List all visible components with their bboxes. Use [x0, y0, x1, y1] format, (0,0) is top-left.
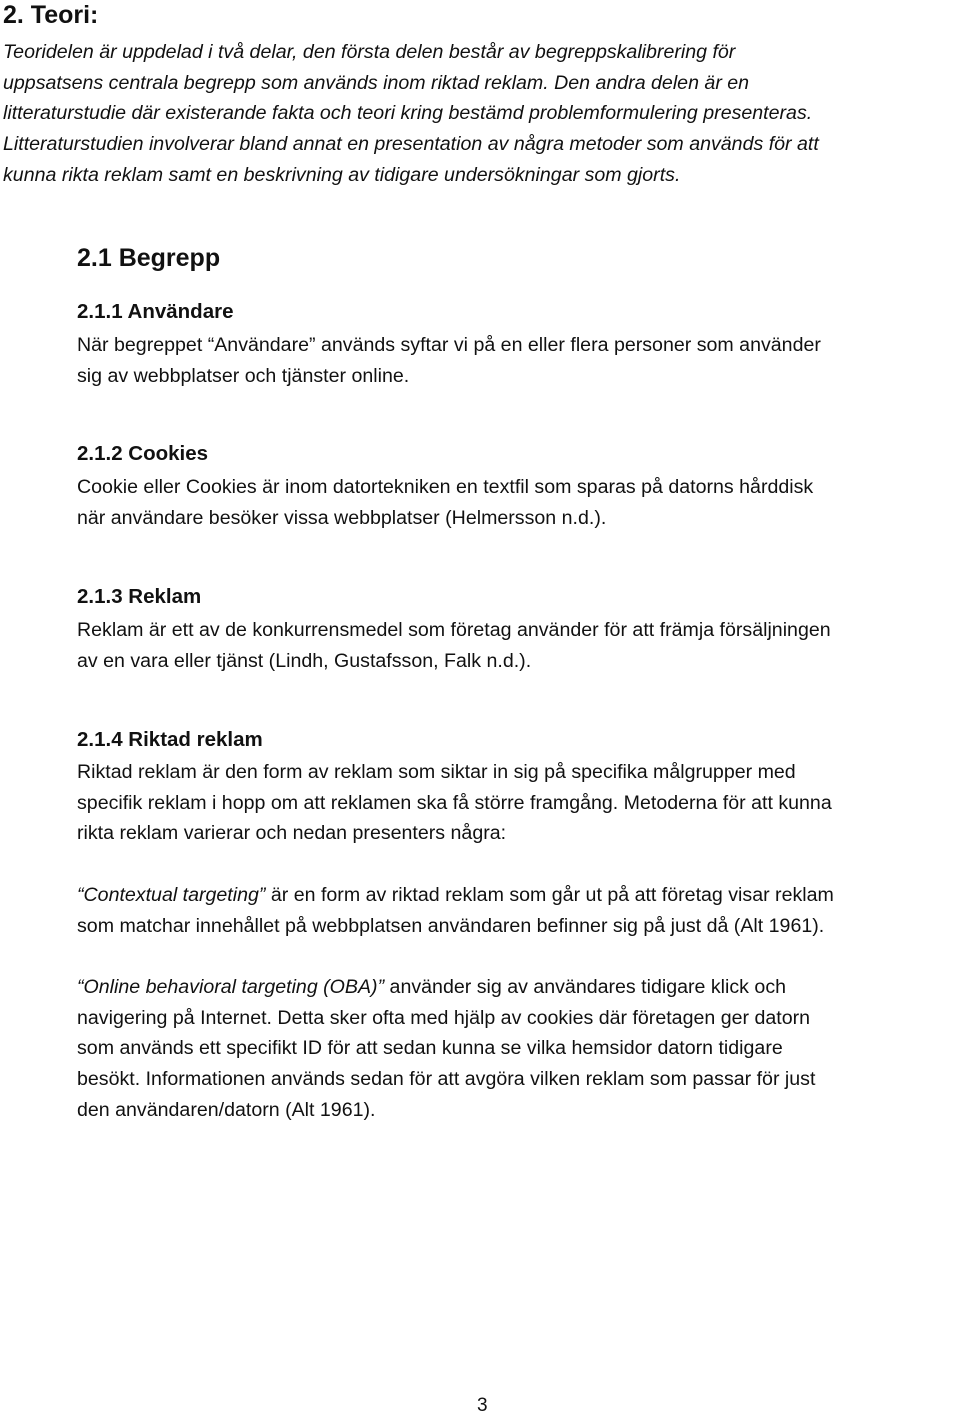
- body-line: [77, 880, 957, 911]
- contextual-targeting-term: “Contextual targeting”: [77, 884, 266, 906]
- body-line: Cookie eller Cookies är inom datortekniken en textfil som sparas på datorns hårddisk: [77, 476, 814, 498]
- body-line: när användare besöker vissa webbplatser (Helmersson n.d.).: [77, 506, 607, 529]
- page-number: 3: [477, 1395, 488, 1416]
- intro-line: uppsatsens centrala begrepp som används inom riktad reklam. Den andra delen är en: [3, 71, 750, 94]
- term-body-cookies: [77, 472, 957, 533]
- intro-line: Teoridelen är uppdelad i två delar, den första delen består av begreppskalibrering för: [3, 41, 736, 63]
- oba-text: använder sig av användares tidigare klick och: [384, 976, 787, 998]
- body-line: Riktad reklam är den form av reklam som siktar in sig på specifika målgrupper med: [77, 761, 796, 783]
- body-line: När begreppet “Användare” används syftar vi på en eller flera personer som använder: [77, 334, 821, 356]
- body-line: rikta reklam varierar och nedan presenters några:: [77, 822, 507, 845]
- body-line: den användaren/datorn (Alt 1961).: [77, 1098, 376, 1121]
- body-line: som används ett specifikt ID för att sedan kunna se vilka hemsidor datorn tidigare: [77, 1037, 783, 1060]
- term-heading-cookies: 2.1.2 Cookies: [77, 442, 209, 465]
- oba-paragraph: [77, 972, 957, 1126]
- subsection-heading: 2.1 Begrepp: [77, 244, 221, 272]
- term-heading-reklam: 2.1.3 Reklam: [77, 585, 202, 608]
- term-heading-anvandare: 2.1.1 Användare: [77, 300, 234, 323]
- term-heading-riktad: 2.1.4 Riktad reklam: [77, 728, 263, 751]
- body-line: Reklam är ett av de konkurrensmedel som företag använder för att främja försäljningen: [77, 619, 831, 641]
- contextual-targeting-paragraph: [77, 880, 957, 941]
- intro-line: litteraturstudie där existerande fakta och teori kring bestämd problemformulering presenteras.: [3, 102, 813, 125]
- body-line: besökt. Informationen används sedan för att avgöra vilken reklam som passar för just: [77, 1068, 816, 1091]
- oba-term: “Online behavioral targeting (OBA)”: [77, 976, 385, 998]
- intro-paragraph: [3, 37, 953, 191]
- contextual-targeting-text: är en form av riktad reklam som går ut på att företag visar reklam: [265, 884, 834, 906]
- intro-line: Litteraturstudien involverar bland annat en presentation av några metoder som används för att: [3, 133, 819, 156]
- body-line: specifik reklam i hopp om att reklamen ska få större framgång. Metoderna för att kunna: [77, 791, 832, 814]
- body-line: sig av webbplatser och tjänster online.: [77, 364, 410, 387]
- body-line: [77, 972, 957, 1003]
- body-line: av en vara eller tjänst (Lindh, Gustafsson, Falk n.d.).: [77, 649, 532, 672]
- term-body-anvandare: [77, 330, 957, 391]
- body-line: navigering på Internet. Detta sker ofta med hjälp av cookies där företagen ger datorn: [77, 1006, 811, 1029]
- term-body-reklam: [77, 615, 957, 676]
- term-body-riktad: [77, 757, 957, 849]
- intro-line: kunna rikta reklam samt en beskrivning av tidigare undersökningar som gjorts.: [3, 163, 681, 186]
- section-heading: 2. Teori:: [3, 1, 99, 29]
- body-line: som matchar innehållet på webbplatsen användaren befinner sig på just då (Alt 1961).: [77, 914, 825, 937]
